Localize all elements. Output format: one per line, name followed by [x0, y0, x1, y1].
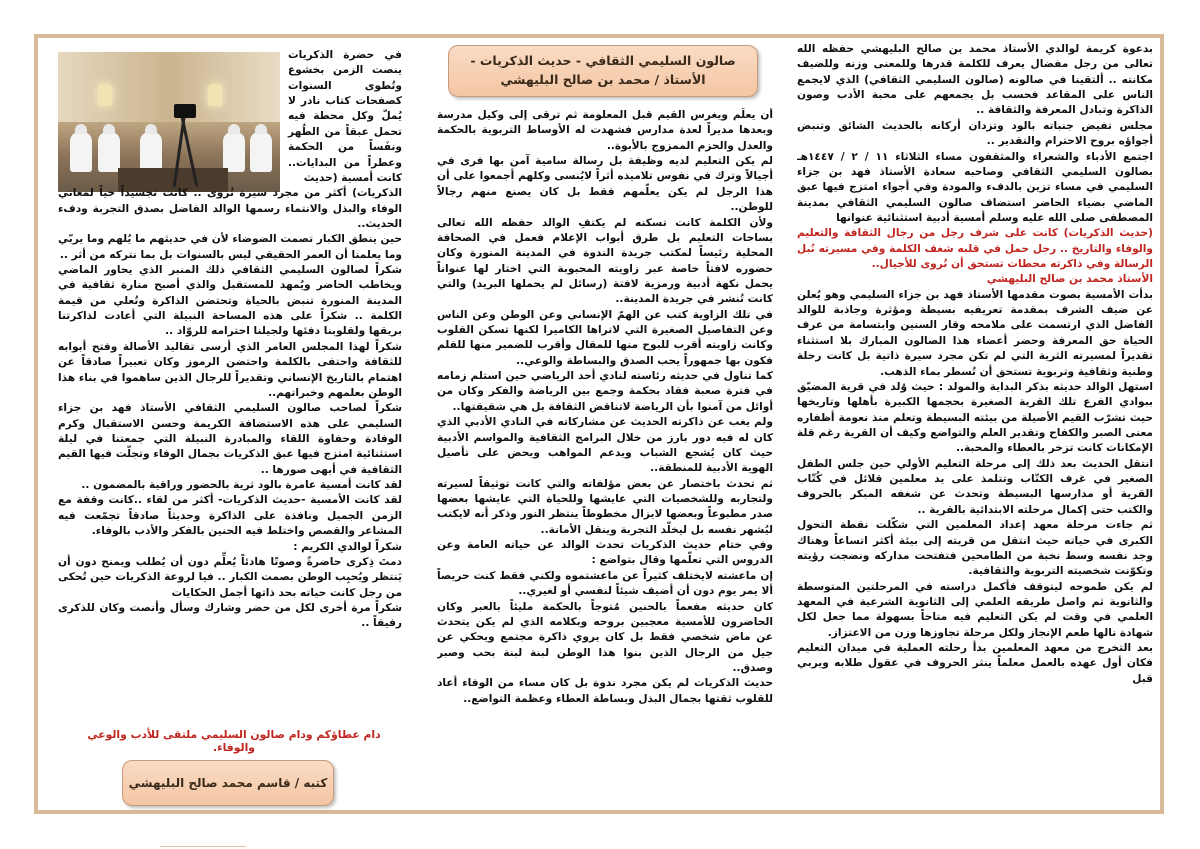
- paragraph: حين ينطق الكبار تصمت الضوضاء لأن في حديثهم ما يُلهم وما يربّي وما يعلمنا أن العمر الحقيقي ليس بالسنوات بل بما نتركه من أثر ..: [58, 233, 402, 261]
- heading-line-1: صالون السليمي الثقافي - حديث الذكريات -: [470, 53, 736, 68]
- paragraph: شكراً لصالون السليمي الثقافي ذلك المنبر الذي يحاور الماضي ويخاطب الحاضر ويُمهد للمستقبل والذي أصبح منارة ثقافية في المدينة المنورة تنبض بالحياة وتحتضن الذاكرة وتُعلي من قيمة الكلمة .. شكراً على هذه المساحة النبيلة التي أعادت لذاكرتنا بريقها ولقلوبنا دفئها ولجيلنا احترامه للروّاد ..: [58, 264, 402, 338]
- middle-column: [437, 108, 773, 808]
- event-title: (حديث الذكريات) كانت على شرف رجل من رجال الثقافة والتعليم والوفاء والتاريخ .. رجل حمل في قلبه شغف الكلمة وفي مسيرته نُبل الرسالة وفي ذاكرته محطات تستحق أن تُروى للأجيال..: [797, 227, 1153, 271]
- paragraph: في تلك الزاوية كتب عن الهمّ الإنساني وعن الوطن وعن الناس وعن التفاصيل الصغيرة التي لاتراها الكاميرا لكنها تسكن القلوب وكانت زاويته أقرب للبوح منها للمقال وأقرب للضمير منها للقلم فكون بها جمهوراً يحب الصدق والبساطة والوعي..: [437, 308, 773, 367]
- closing-line: دام عطاؤكم ودام صالون السليمي ملتقى للأدب والوعي والوفاء.: [87, 728, 381, 754]
- paragraph: ولم يغب عن ذاكرته الحديث عن مشاركاته في النادي الأدبي الذي كان له فيه دور بارز من خلال البرامج الثقافية والمواسم الأدبية حيث كان يُشجع الشباب ويدعم المواهب ويحض على تأصيل الهوية الأدبية للمنطقة..: [437, 416, 773, 475]
- paragraph: حديث الذكريات لم يكن مجرد ندوة بل كان مساء من الوفاء أعاد للقلوب ثقتها بجمال البذل وبساطة العطاء وعظمة التواضع..: [437, 677, 773, 705]
- paragraph: مجلس تفيض جنباته بالود وتزدان أركانه بالحديث الشائق وتنبض أجواؤه بروح الاحترام والتقدير ..: [797, 119, 1153, 148]
- paragraph: دمتَ ذِكرى حاضرةً وصوتًا هادئاً يُعلِّم دون أن يُطلب ويمنح دون أن يَنتظر ويُحبِب الوطن بصمت الكبار .. فيا لروعة الذكريات حين تُحكى من رجل كانت حياته بحد ذاتها أجمل الحكايات: [58, 555, 402, 599]
- paragraph: شكراً مرة أخرى لكل من حضر وشارك وسأل وأنصت وكان للذكرى رفيقاً ..: [58, 601, 402, 630]
- paragraph: شكراً لهذا المجلس العامر الذي أرسى تقاليد الأصالة وفتح أبوابه للثقافة واحتفى بالكلمة واحتضن الرموز وكان تعبيراً صادقاً عن اهتمام بالتاريخ الإنساني وتقديراً للرجال الذين ساهموا في بناء هذا الوطن بعلمهم وخبراتهم..: [58, 340, 402, 399]
- paragraph: كان حديثه مفعماً بالحنين مُتوجاً بالحكمة مليئاً بالعبر وكان الحاضرون للأمسية معجبين بروحه وبكلامه الذي لم يكن يتحدث عن ماض شخصي فقط بل كان يروي ذاكرة مجتمع ويحكي عن جيل من الرجال الذين بنوا هذا الوطن لبنة لبنة بحب وصبر وصدق..: [437, 600, 773, 674]
- paragraph: [797, 226, 1153, 272]
- paragraph: اجتمع الأدباء والشعراء والمثقفون مساء الثلاثاء ١١ / ٢ / ١٤٤٧هـ بصالون السليمي الثقافي وصاحبه سعادة الأستاذ فهد بن جزاء السليمي في مساء تزين بالدفء والمودة وفي أجواء امتزج فيها عبق الماضي بضياء الحاضر استضاف صالون السليمي الثقافي بمدينة المصطفى صلى الله عليه وسلم أمسية أدبية استثنائية عنوانها: [797, 150, 1153, 224]
- paragraph: لقد كانت أمسية عامرة بالود ثرية بالحضور وراقية بالمضمون ..: [81, 479, 402, 492]
- paragraph: بدعوة كريمة لوالدي الأستاذ محمد بن صالح البليهشي حفظه الله تعالى من رجل مفضال يعرف للكلمة قدرها وللمعنى وزنه وللضيف مكانته .. ألتقينا في صالونه (صالون السليمي الثقافي) الذي لايجمع الناس على المقاعد فحسب بل يجمعهم على محبة الأدب وصون الذاكرة وتبادل المعرفة والثقافة ..: [797, 43, 1153, 117]
- paragraph: لم يكن طموحه ليتوقف فأكمل دراسته في المرحلتين المتوسطة والثانوية ثم واصل طريقه العلمي إلى الثانوية الشرعية في المعهد العلمي في وقت لم يكن التعليم فيه متاحاً بسهولة مما جعل لكل شهادة نالها طعم الإنجاز ولكل مرحلة تجاوزها وزن من الاعتزاز.: [797, 580, 1153, 639]
- article-heading: [448, 45, 758, 97]
- paragraph: شكراً لصاحب صالون السليمي الثقافي الأستاذ فهد بن جزاء السليمي على هذه الاستضافة الكريمة وحسن الاستقبال وكرم الوفادة وحفاوة اللقاء والمبادرة النبيلة التي جمعتنا في ليلة استثنائية امتزج فيها عبق الذكريات بجمال الوفاء وتجلّت فيها القيم الثقافية في أبهى صورها ..: [58, 402, 402, 476]
- left-column: [58, 48, 402, 748]
- footer-divider: [160, 846, 246, 847]
- paragraph: لم يكن التعليم لديه وظيفة بل رسالة سامية آمن بها فرى في أجيالاً وترك في نفوس تلاميذه أثراً لايُنسى وكلهم أجمعوا على أن هذا الرجل لم يكن يعلّمهم فقط بل كان يصنع منهم رجالاً للوطن..: [437, 155, 773, 214]
- right-column: [797, 42, 1153, 810]
- paragraph: شكراً لوالدي الكريم :: [293, 540, 402, 553]
- paragraph: لقد كانت الأمسية -حديث الذكريات- أكثر من لقاء ..كانت وقفة مع الزمن الجميل ونافذة على الذاكرة وحديثاً صادقاً تجمّعت فيه المشاعر والقصص واختلط فيه الحنين بالفكر والأدب بالوفاء.: [58, 494, 402, 538]
- paragraph: استهل الوالد حديثه بذكر البداية والمولد : حيث وُلد في قرية المضيّق ببوادي الفرع تلك القرية الصغيرة بحجمها الكبيرة بأهلها وتاريخها حيث تشرّب القيم الأصيلة من بيئته البسيطة وتعلم منذ نعومة أظفاره معنى الصبر والكفاح وتقدير العلم والتواضع وكيف أن القرية رغم قلة الإمكانات كانت تزخر بالعطاء والمحبة..: [797, 380, 1153, 455]
- author-credit: كتبه / قاسم محمد صالح البليهشي: [122, 760, 334, 806]
- heading-line-2: الأستاذ / محمد بن صالح البليهشي: [500, 71, 706, 87]
- intro-paragraph: في حضرة الذكريات ينصت الزمن بخشوع وتُطوى السنوات كصفحات كتاب نادر لا يُملّ وكل محطة فيه تحمل عبقاً من الطُهر ونفَساً من الحكمة وعطراً من البدايات.. كانت أمسية (حديث: [288, 49, 402, 184]
- paragraph: إن ماعشته لايختلف كثيراً عن ماعشتموه ولكني فقط كنت حريصاً ألا يمر يوم دون أن أضيف شيئاً لنفسي أو لغيري..: [437, 569, 773, 598]
- paragraph: بعد التخرج من معهد المعلمين بدأ رحلته العملية في ميدان التعليم فكان أول عهده بالعمل معلماً ينثر الحروف في عقول طلابه ويربي قبل: [797, 642, 1153, 685]
- paragraph: وفي ختام حديث الذكريات تحدث الوالد عن حياته العامة وعن الدروس التي تعلّمها وقال بتواضع :: [437, 539, 773, 567]
- paragraph: بدأت الأمسية بصوت مقدمها الأستاذ فهد بن جزاء السليمي وهو يُعلن عن ضيف الشرف بمقدمة تعريفيه بسيطة ومؤثرة وجاذبة للوالد الفاضل الذي ارتسمت على ملامحه وقار السنين وابتسامة من عرف الحياة حق المعرفة وحضر أعضاء هذا الصالون المبارك بلا استثناء تقديراً لمسيرته الثرية التي لم تكن مجرد سيرة ذاتية بل كانت رحلة وطنية وثقافية وتربوية تستحق أن تُسطر بماء الذهب.: [797, 288, 1153, 378]
- paragraph: ولأن الكلمة كانت تسكنه لم يكتفِ الوالد حفظه الله تعالى بساحات التعليم بل طرق أبواب الإعلام فعمل في الصحافة المحلية رئيساً لمكتب جريدة الندوة في المدينة المنورة وكان حضوره لافتاً خاصة عبر زاويته المحبوبة التي اختار لها عنواناً يحمل نكهة أدبية ورمزية لافتة (رسائل لم يحملها البريد) والتي كانت تُنشر في جريدة المدينة..: [437, 216, 773, 306]
- guest-name: الأستاذ محمد بن صالح البليهشي: [986, 273, 1153, 286]
- paragraph: ثم تحدث باختصار عن بعض مؤلفاته والتي كانت توثيقاً لسيرته ولتجاربه وللشخصيات التي عايشها وللحياة التي عايشها بعضها صدر مطبوعاً وبعضها لايزال مخطوطاً ينتظر النور وذكر أنه لايكتب ليُشهر نفسه بل ليخلّد التجربة وينقل الأمانة..: [437, 477, 773, 536]
- paragraph: أن يعلّم ويغرس القيم قبل المعلومة ثم ترقى إلى وكيل مدرسة وبعدها مديراً لعدة مدارس فشهدت له الأوساط التربوية بالحكمة والعدل والحزم الممزوج بالأبوة..: [437, 109, 773, 152]
- paragraph: الذكريات) أكثر من مجرد سيرة تُروى .. كانت تجسيداً حياً لمعاني الوفاء والبذل والانتماء رسمها الوالد الفاضل بصدق التجربة ودفء الحديث..: [58, 187, 402, 230]
- paragraph: كما تناول في حديثه رئاسته لنادي أحد الرياضي حين استلم زمامه في فترة صعبة فقاد بحكمة وجمع بين الرياضة والفكر وكان من أوائل من آمنوا بأن الرياضة لاتناقض الثقافة بل هي شقيقتها..: [437, 370, 773, 413]
- paragraph: ثم جاءت مرحلة معهد إعداد المعلمين التي شكّلت نقطة التحول الكبرى في حياته حيث انتقل من قريته إلى بيئة أكثر اتساعاً وهناك وجد نفسه وسط نخبة من الطامحين فتفتحت مداركه ونضجت رؤيته وتكوّنت شخصيته التربوية والثقافية.: [797, 519, 1153, 578]
- paragraph: انتقل الحديث بعد ذلك إلى مرحلة التعليم الأولي حين جلس الطفل الصغير في غرف الكتّاب وتتلمذ على يد معلمين قلائل في كُتّاب القرية أو مدارسها البسيطة وتحدث عن شغفه المبكر بالحروف والكتب حتى إكمال مرحلته الابتدائية بالقرية ..: [797, 457, 1153, 516]
